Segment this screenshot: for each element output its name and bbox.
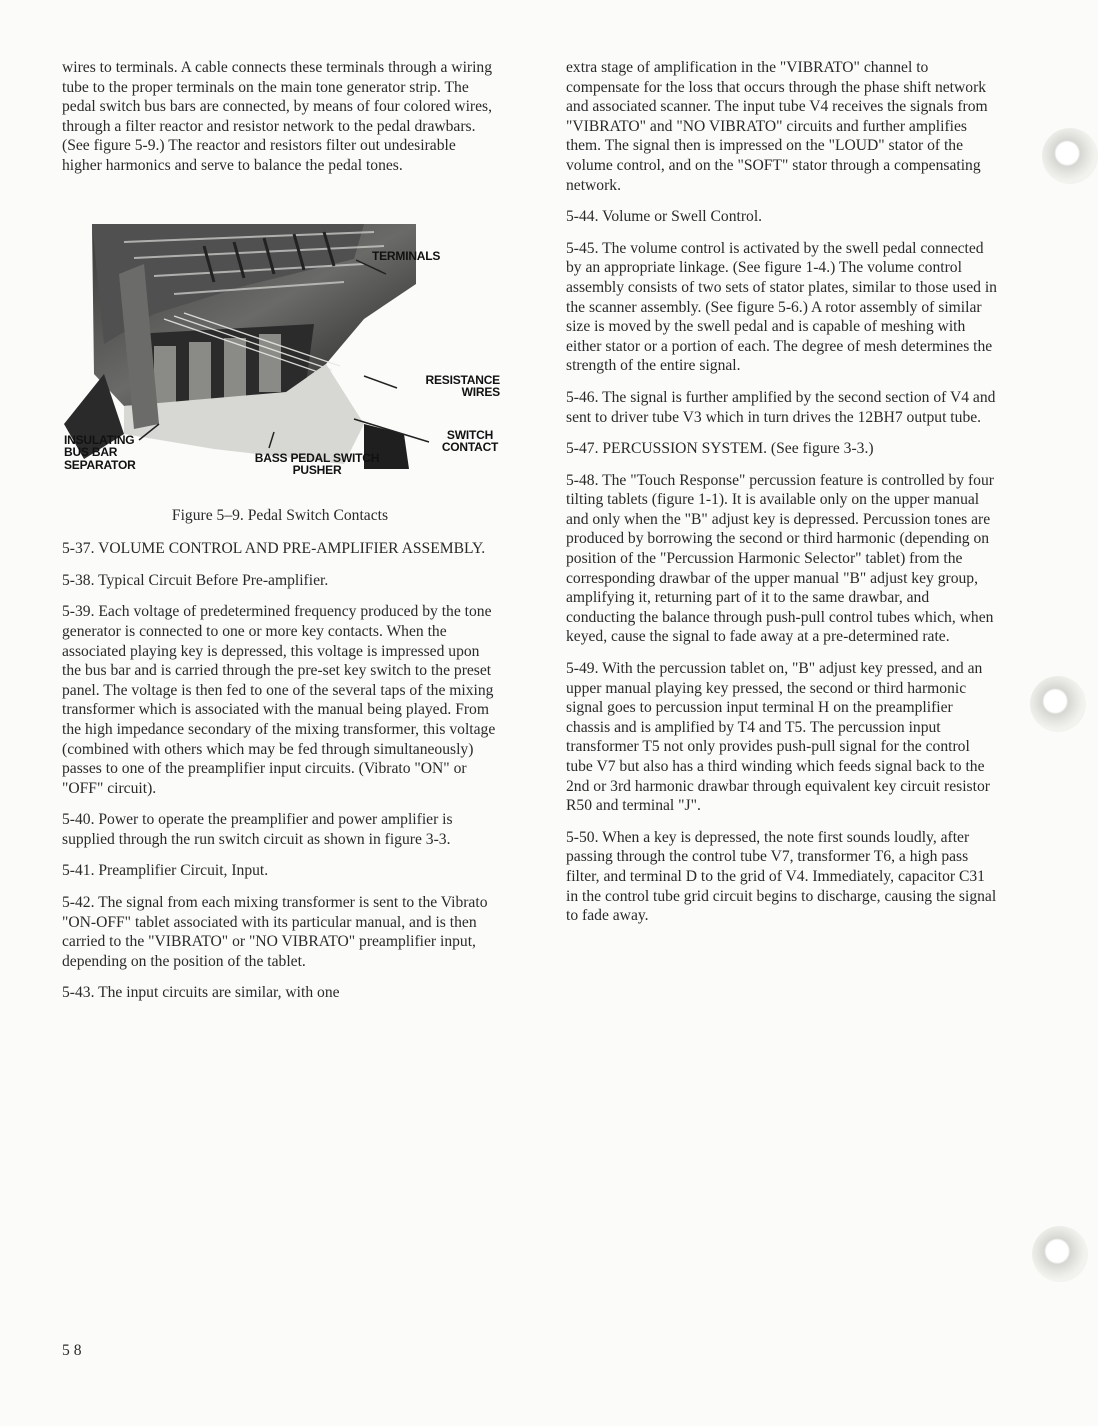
- paragraph-5-48: 5-48. The "Touch Response" percussion feature is controlled by four tilting tablets (figure 1-1). It is available only on the upper manual and only when the "B" adjust key is depressed. Percussion tones are produced by borrowing the second or third harmonic (depending on position of the "Percussion Harmonic Selector" tablet) from the corresponding drawbar of the upper manual "B" adjust key group, amplifying it, returning part of it to the same drawbar, and conducting the balance through push-pull control tubes which, when keyed, cause the signal to fade away at a pre-determined rate.: [566, 471, 994, 646]
- punch-hole: [1042, 128, 1098, 184]
- punch-hole: [1032, 1226, 1088, 1282]
- section-heading-5-41: 5-41. Preamplifier Circuit, Input.: [62, 862, 269, 880]
- paragraph-5-46: 5-46. The signal is further amplified by the second section of V4 and sent to driver tube V3 which in turn drives the 12BH7 output tube.: [566, 388, 996, 426]
- left-column: [62, 58, 498, 1015]
- label-switch-contact: SWITCH CONTACT: [441, 427, 499, 455]
- punch-hole: [1030, 676, 1086, 732]
- label-resistance-wires: RESISTANCE WIRES: [425, 372, 500, 400]
- paragraph-5-42: 5-42. The signal from each mixing transformer is sent to the Vibrato "ON-OFF" tablet associated with its particular manual, and is then carried to the "VIBRATO" or "NO VIBRATO" preamplifier input, depending on the position of the tablet.: [62, 894, 488, 970]
- paragraph-5-43: 5-43. The input circuits are similar, with one: [62, 984, 340, 1002]
- paragraph-5-40: 5-40. Power to operate the preamplifier and power amplifier is supplied through the run switch circuit as shown in figure 3-3.: [62, 811, 453, 848]
- page-number: 5 8: [62, 1342, 82, 1359]
- section-heading-5-44: 5-44. Volume or Swell Control.: [566, 208, 763, 226]
- paragraph: extra stage of amplification in the "VIBRATO" channel to compensate for the loss that occurs through the phase shift network and associated scanner. The input tube V4 receives the signals from "VIBRATO" and "NO VIBRATO" circuits and further amplifies them. The signal then is impressed on the "LOUD" stator of the volume control, and on the "SOFT" stator through a compensating network.: [566, 59, 988, 194]
- paragraph-5-50: 5-50. When a key is depressed, the note first sounds loudly, after passing through the control tube V7, transformer T6, a high pass filter, and terminal D to the grid of V4. Immediately, capacitor C31 in the control tube grid circuit begins to discharge, causing the signal to fade away.: [566, 828, 997, 925]
- paragraph-5-49: 5-49. With the percussion tablet on, "B" adjust key pressed, and an upper manual playing key pressed, the second or third harmonic signal goes to percussion input terminal H on the preamplifier chassis and is amplified by T4 and T5. The percussion input transformer T5 not only provides push-pull signal for the control tube V7 but also has a third winding which feeds signal back to the 2nd or 3rd harmonic drawbar through equivalent key circuit resistor R50 and terminal "J".: [566, 660, 990, 815]
- paragraph: wires to terminals. A cable connects these terminals through a wiring tube to the proper terminals on the main tone generator strip. The pedal switch bus bars are connected, by means of four colored wires, through a filter reactor and resistor network to the pedal drawbars. (See figure 5-9.) The reactor and resistors filter out undesirable higher harmonics and serve to balance the pedal tones.: [62, 59, 493, 174]
- figure-5-9: [64, 224, 504, 492]
- label-terminals: TERMINALS: [372, 248, 441, 263]
- paragraph-5-45: 5-45. The volume control is activated by the swell pedal connected by an appropriate linkage. (See figure 1-4.) The volume control assembly consists of two sets of stator plates, similar to those used in the scanner assembly. (See figure 5-6.) A rotor assembly of similar size is moved by the swell pedal and is capable of meshing with either stator or a portion of each. The degree of mesh determines the strength of the entire signal.: [566, 239, 997, 375]
- right-column: [566, 58, 998, 938]
- label-bass-pedal-switch-pusher: BASS PEDAL SWITCH PUSHER: [254, 450, 380, 478]
- paragraph-5-39: 5-39. Each voltage of predetermined frequency produced by the tone generator is connected to one or more key contacts. When the associated playing key is depressed, this voltage is impressed upon the bus bar and is carried through the pre-set key switch to the preset panel. The voltage is then fed to one of the several taps of the mixing transformer which is associated with the manual being played. From the high impedance secondary of the mixing transformer, this voltage (combined with others which may be fed through simultaneously) passes to one of the preamplifier input circuits. (Vibrato "ON" or "OFF" circuit).: [62, 603, 496, 797]
- section-heading-5-38: 5-38. Typical Circuit Before Pre-amplifier.: [62, 571, 329, 589]
- section-heading-5-47: 5-47. PERCUSSION SYSTEM. (See figure 3-3.): [566, 440, 874, 458]
- section-heading-5-37: 5-37. VOLUME CONTROL AND PRE-AMPLIFIER ASSEMBLY.: [62, 540, 486, 558]
- label-insulating-bus-bar-separator: INSULATING BUS BAR SEPARATOR: [64, 432, 136, 472]
- figure-caption: Figure 5–9. Pedal Switch Contacts: [171, 506, 389, 524]
